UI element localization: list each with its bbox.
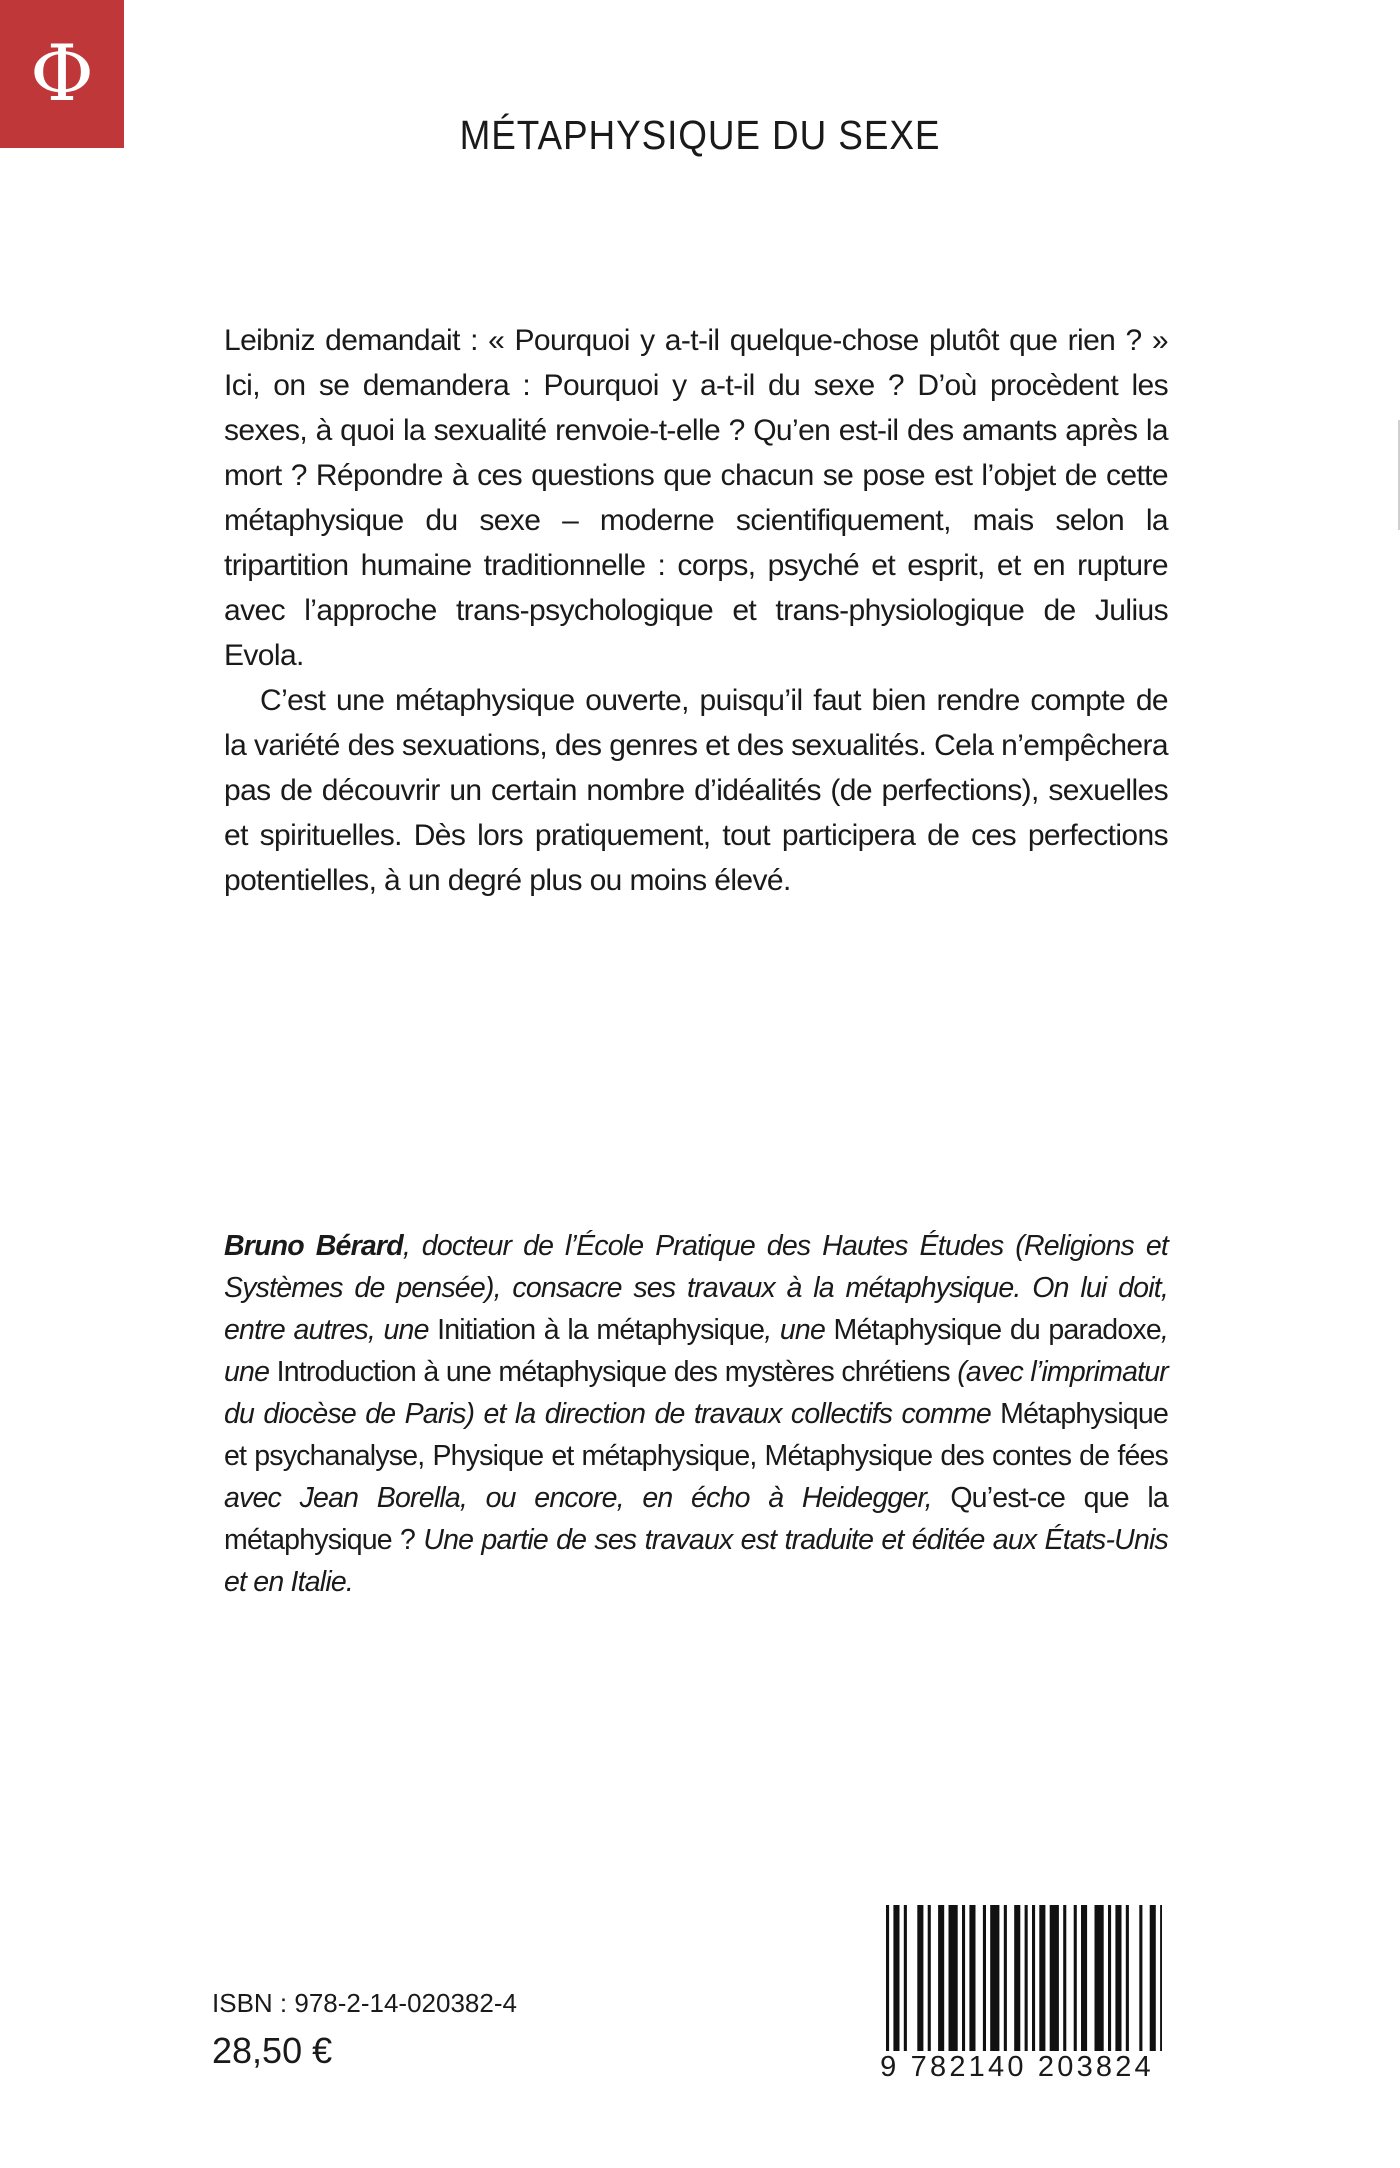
barcode-bar <box>1025 1905 1028 2055</box>
barcode-bar <box>990 1905 999 2055</box>
author-bio-paragraph <box>224 1225 1168 1603</box>
barcode-bar <box>1139 1905 1142 2055</box>
bio-work-3: Introduction à une métaphysique des mystères chrétiens <box>276 1356 950 1388</box>
barcode-bar <box>1081 1905 1087 2055</box>
barcode-bar <box>1050 1905 1059 2055</box>
bio-work-5: Qu’est-ce que la métaphysique ? <box>224 1482 1168 1556</box>
bio-text-2: , une <box>764 1314 834 1346</box>
barcode-bar <box>886 1905 889 2055</box>
bio-text-4: (avec l’imprimatur du diocèse de Paris) et la direction de travaux collectifs comme <box>224 1356 1169 1430</box>
barcode-digits: 9 782140 203824 <box>872 2051 1162 2084</box>
barcode-bar <box>928 1905 931 2055</box>
barcode-bar <box>1063 1905 1066 2055</box>
barcode-bar <box>962 1905 965 2055</box>
barcode-bar <box>1108 1905 1111 2055</box>
book-blurb <box>224 318 1168 903</box>
bio-text-5: avec Jean Borella, ou encore, en écho à Heidegger, <box>224 1482 951 1514</box>
barcode-bar <box>1095 1905 1104 2055</box>
price-label: 28,50 € <box>212 2030 333 2071</box>
bio-text-6: Une partie de ses travaux est traduite et éditée aux États-Unis et en Italie. <box>224 1524 1168 1598</box>
barcode-bar <box>904 1905 907 2055</box>
barcode-bar <box>1074 1905 1077 2055</box>
bio-text-3: , une <box>224 1314 1168 1388</box>
barcode-bar <box>949 1905 958 2055</box>
bio-work-4: Métaphysique et psychanalyse, Physique et métaphysique, Métaphysique des contes de fées <box>224 1398 1168 1472</box>
barcode-bar <box>917 1905 923 2055</box>
barcode-bar <box>938 1905 944 2055</box>
phi-logo-glyph: Φ <box>30 29 94 119</box>
barcode-bar <box>1126 1905 1129 2055</box>
book-title: MÉTAPHYSIQUE DU SEXE <box>459 112 941 158</box>
barcode-bar <box>1150 1905 1156 2055</box>
barcode-bar <box>1115 1905 1121 2055</box>
barcode-bar <box>1014 1905 1020 2055</box>
barcode <box>872 1905 1162 2085</box>
barcode-bar <box>893 1905 899 2055</box>
barcode-bars <box>872 1905 1162 2055</box>
blurb-paragraph-1: Leibniz demandait : « Pourquoi y a-t-il quelque-chose plutôt que rien ? » Ici, on se demandera : Pourquoi y a-t-il du sexe ? D’où procèdent les sexes, à quoi la sexualité renvoie-t-elle ? Qu’en est-il des amants après la mort ? Répondre à ces questions que chacun se pose est l’objet de cette métaphysique du sexe – moderne scientifiquement, mais selon la tripartition humaine traditionnelle : corps, psyché et esprit, et en rupture avec l’approche trans-psychologique et trans-physiologique de Julius Evola. <box>224 324 1168 672</box>
bio-work-1: Initiation à la métaphysique <box>437 1314 765 1346</box>
barcode-bar <box>1032 1905 1035 2055</box>
barcode-bar <box>1160 1905 1162 2055</box>
barcode-bar <box>1039 1905 1045 2055</box>
barcode-bar <box>969 1905 975 2055</box>
bio-work-2: Métaphysique du paradoxe <box>833 1314 1161 1346</box>
author-name: Bruno Bérard <box>224 1230 403 1262</box>
barcode-bar <box>983 1905 986 2055</box>
barcode-bar <box>1004 1905 1007 2055</box>
author-bio <box>224 1225 1168 1603</box>
bio-text-1: , docteur de l’École Pratique des Hautes Études (Religions et Systèmes de pensée), consacre ses travaux à la métaphysique. On lui doit, entre autres, une <box>224 1230 1168 1346</box>
isbn-label: ISBN : 978-2-14-020382-4 <box>212 1988 517 2018</box>
blurb-paragraph-2: C’est une métaphysique ouverte, puisqu’il faut bien rendre compte de la variété des sexuations, des genres et des sexualités. Cela n’empêchera pas de découvrir un certain nombre d’idéalités (de perfections), sexuelles et spirituelles. Dès lors pratiquement, tout participera de ces perfections potentielles, à un degré plus ou moins élevé. <box>224 684 1168 897</box>
